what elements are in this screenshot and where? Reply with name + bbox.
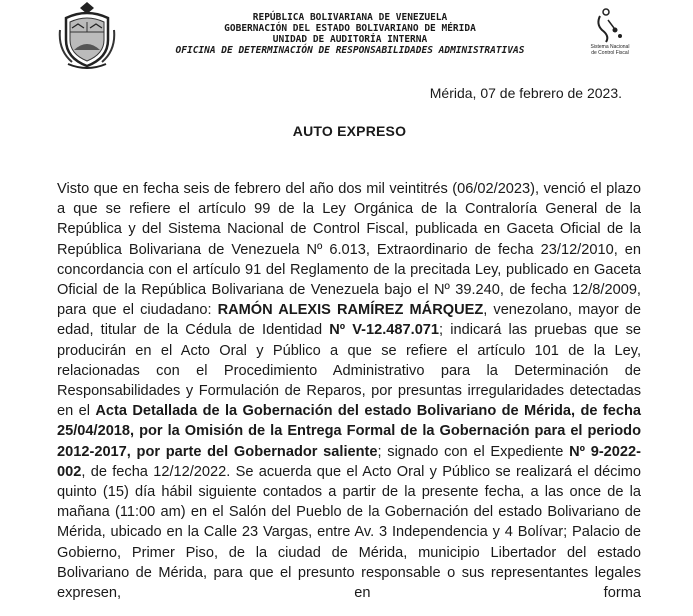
body-text-run: Visto que en fecha seis de febrero del año dos mil veintitrés (06/02/2023), venció el plazo a que se refiere el artículo 99 de la Ley Orgánica de la Contraloría General de la República y del Sistema Nacional de Control Fiscal, publicada en Gaceta Oficial de la República Bolivariana de Venezuela Nº 6.013, Extraordinario de fecha 23/12/2010, en concordancia con el artículo 91 del Reglamento de la precitada Ley, publicado en Gaceta Oficial de la República Bolivariana de Venezuela bajo el Nº 39.240, de fecha 12/8/2009, para que el ciudadano: [57,181,641,319]
document-header [150,12,550,56]
document-title: AUTO EXPRESO [292,123,407,139]
document-date: Mérida, 07 de febrero de 2023. [429,85,622,101]
body-bold-run: Acta Detallada de la Gobernación del estado Bolivariano de Mérida, de fecha 25/04/2018, por la Omisión de la Entrega Formal de la Gobernación para el periodo 2012-2017, por parte del Gobernador saliente [57,403,641,460]
body-text-run: , de fecha 12/12/2022. Se acuerda que el Acto Oral y Público se realizará el décimo quinto (15) día hábil siguiente contados a partir de la presente fecha, a las once de la mañana (11:00 am) en el Salón del Pueblo de la Gobernación del estado Bolivariano de Mérida, ubicado en la Calle 23 Vargas, entre Av. 3 Independencia y 4 Bolívar; Palacio de Gobierno, Primer Piso, de la ciudad de Mérida, municipio Libertador del estado Bolivariano de Mérida, para que el presunto responsable o sus representantes legales expresen, en forma [57,463,641,602]
body-bold-run: Nº 9-2022-002 [57,443,641,480]
body-text-run: , venezolano, mayor de edad, titular de la Cédula de Identidad [57,302,641,339]
header-line-republic: REPÚBLICA BOLIVARIANA DE VENEZUELA [252,12,448,23]
header-line-government: GOBERNACIÓN DEL ESTADO BOLIVARIANO DE MÉRIDA [224,23,476,34]
body-text-run: ; indicará las pruebas que se producirán en el Acto Oral y Público a que se refiere el artículo 101 de la Ley, relacionadas con el Procedimiento Administrativo para la Determinación de Responsabilidades y Formulación de Reparos, por presuntas irregularidades detectadas en el [57,322,641,420]
body-bold-run: RAMÓN ALEXIS RAMÍREZ MÁRQUEZ [217,302,484,319]
coat-of-arms-logo [58,0,116,70]
body-paragraph [57,179,641,603]
seal-caption: Sistema Nacional de Control Fiscal [590,44,630,56]
header-line-audit-unit: UNIDAD DE AUDITORÍA INTERNA [272,34,428,45]
header-line-office: OFICINA DE DETERMINACIÓN DE RESPONSABILIDADES ADMINISTRATIVAS [175,45,525,56]
body-bold-run: Nº V-12.487.071 [329,322,440,339]
body-text-run: ; signado con el Expediente [377,443,570,460]
